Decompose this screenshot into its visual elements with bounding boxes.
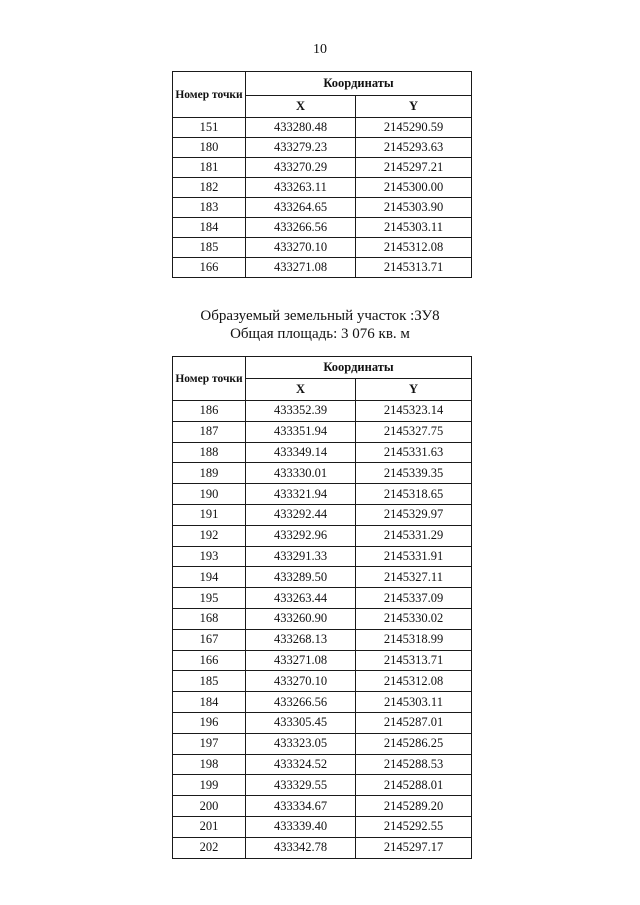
point-number-cell: 182 [173, 178, 246, 198]
table-row [173, 546, 472, 567]
plot-title [0, 307, 640, 343]
table-2-body [173, 401, 472, 859]
y-coordinate-cell: 2145288.01 [356, 775, 472, 796]
table-row [173, 650, 472, 671]
x-coordinate-cell: 433280.48 [246, 118, 356, 138]
y-coordinate-cell: 2145312.08 [356, 671, 472, 692]
plot-title-name: Образуемый земельный участок :ЗУ8 [200, 308, 440, 324]
y-coordinate-cell: 2145330.02 [356, 608, 472, 629]
x-coordinate-cell: 433263.11 [246, 178, 356, 198]
plot-title-area: Общая площадь: 3 076 кв. м [230, 326, 410, 342]
x-coordinate-cell: 433351.94 [246, 421, 356, 442]
x-coordinate-cell: 433305.45 [246, 712, 356, 733]
point-number-cell: 190 [173, 484, 246, 505]
header-x: X [246, 96, 356, 118]
table-row [173, 567, 472, 588]
y-coordinate-cell: 2145339.35 [356, 463, 472, 484]
x-coordinate-cell: 433270.10 [246, 671, 356, 692]
point-number-cell: 168 [173, 608, 246, 629]
header-coordinates: Координаты [246, 357, 472, 379]
table-row [173, 178, 472, 198]
header-y: Y [356, 379, 472, 401]
table-row [173, 816, 472, 837]
point-number-cell: 166 [173, 650, 246, 671]
table-row [173, 733, 472, 754]
point-number-cell: 188 [173, 442, 246, 463]
header-x: X [246, 379, 356, 401]
y-coordinate-cell: 2145297.21 [356, 158, 472, 178]
y-coordinate-cell: 2145303.11 [356, 218, 472, 238]
y-coordinate-cell: 2145303.11 [356, 692, 472, 713]
point-number-cell: 198 [173, 754, 246, 775]
point-number-cell: 196 [173, 712, 246, 733]
x-coordinate-cell: 433321.94 [246, 484, 356, 505]
coordinates-table-1 [172, 71, 472, 278]
point-number-cell: 189 [173, 463, 246, 484]
y-coordinate-cell: 2145331.91 [356, 546, 472, 567]
table-row [173, 484, 472, 505]
y-coordinate-cell: 2145313.71 [356, 650, 472, 671]
point-number-cell: 202 [173, 837, 246, 858]
table-row [173, 629, 472, 650]
y-coordinate-cell: 2145318.65 [356, 484, 472, 505]
table-row [173, 712, 472, 733]
x-coordinate-cell: 433292.44 [246, 504, 356, 525]
table-row [173, 754, 472, 775]
table-row [173, 118, 472, 138]
point-number-cell: 180 [173, 138, 246, 158]
x-coordinate-cell: 433270.29 [246, 158, 356, 178]
point-number-cell: 199 [173, 775, 246, 796]
point-number-cell: 192 [173, 525, 246, 546]
table-row [173, 218, 472, 238]
table-row [173, 837, 472, 858]
y-coordinate-cell: 2145327.11 [356, 567, 472, 588]
x-coordinate-cell: 433289.50 [246, 567, 356, 588]
table-row [173, 463, 472, 484]
point-number-cell: 184 [173, 692, 246, 713]
y-coordinate-cell: 2145323.14 [356, 401, 472, 422]
table-row [173, 238, 472, 258]
y-coordinate-cell: 2145293.63 [356, 138, 472, 158]
y-coordinate-cell: 2145337.09 [356, 588, 472, 609]
y-coordinate-cell: 2145287.01 [356, 712, 472, 733]
table-row [173, 775, 472, 796]
x-coordinate-cell: 433339.40 [246, 816, 356, 837]
x-coordinate-cell: 433266.56 [246, 218, 356, 238]
point-number-cell: 185 [173, 238, 246, 258]
x-coordinate-cell: 433279.23 [246, 138, 356, 158]
table-row [173, 608, 472, 629]
table-1-body [173, 118, 472, 278]
table-row [173, 671, 472, 692]
table-row [173, 138, 472, 158]
x-coordinate-cell: 433330.01 [246, 463, 356, 484]
table-row [173, 504, 472, 525]
header-coordinates: Координаты [246, 72, 472, 96]
y-coordinate-cell: 2145297.17 [356, 837, 472, 858]
table-row [173, 158, 472, 178]
x-coordinate-cell: 433263.44 [246, 588, 356, 609]
point-number-cell: 186 [173, 401, 246, 422]
x-coordinate-cell: 433260.90 [246, 608, 356, 629]
point-number-cell: 195 [173, 588, 246, 609]
y-coordinate-cell: 2145300.00 [356, 178, 472, 198]
coordinates-table-2 [172, 356, 472, 859]
table-row [173, 421, 472, 442]
y-coordinate-cell: 2145288.53 [356, 754, 472, 775]
y-coordinate-cell: 2145318.99 [356, 629, 472, 650]
y-coordinate-cell: 2145312.08 [356, 238, 472, 258]
point-number-cell: 185 [173, 671, 246, 692]
point-number-cell: 181 [173, 158, 246, 178]
header-point-number: Номер точки [173, 357, 246, 401]
point-number-cell: 187 [173, 421, 246, 442]
y-coordinate-cell: 2145289.20 [356, 796, 472, 817]
point-number-cell: 191 [173, 504, 246, 525]
table-row [173, 525, 472, 546]
y-coordinate-cell: 2145292.55 [356, 816, 472, 837]
y-coordinate-cell: 2145331.63 [356, 442, 472, 463]
header-point-number: Номер точки [173, 72, 246, 118]
point-number-cell: 166 [173, 258, 246, 278]
table-row [173, 401, 472, 422]
table-row [173, 198, 472, 218]
x-coordinate-cell: 433352.39 [246, 401, 356, 422]
point-number-cell: 184 [173, 218, 246, 238]
x-coordinate-cell: 433334.67 [246, 796, 356, 817]
x-coordinate-cell: 433291.33 [246, 546, 356, 567]
page-number: 10 [313, 42, 327, 57]
table-row [173, 442, 472, 463]
y-coordinate-cell: 2145329.97 [356, 504, 472, 525]
x-coordinate-cell: 433264.65 [246, 198, 356, 218]
x-coordinate-cell: 433271.08 [246, 650, 356, 671]
point-number-cell: 201 [173, 816, 246, 837]
y-coordinate-cell: 2145286.25 [356, 733, 472, 754]
y-coordinate-cell: 2145303.90 [356, 198, 472, 218]
point-number-cell: 193 [173, 546, 246, 567]
table-row [173, 796, 472, 817]
table-row [173, 258, 472, 278]
y-coordinate-cell: 2145313.71 [356, 258, 472, 278]
point-number-cell: 151 [173, 118, 246, 138]
x-coordinate-cell: 433329.55 [246, 775, 356, 796]
x-coordinate-cell: 433271.08 [246, 258, 356, 278]
point-number-cell: 197 [173, 733, 246, 754]
x-coordinate-cell: 433349.14 [246, 442, 356, 463]
point-number-cell: 167 [173, 629, 246, 650]
y-coordinate-cell: 2145327.75 [356, 421, 472, 442]
table-row [173, 692, 472, 713]
x-coordinate-cell: 433324.52 [246, 754, 356, 775]
table-row [173, 588, 472, 609]
x-coordinate-cell: 433292.96 [246, 525, 356, 546]
y-coordinate-cell: 2145290.59 [356, 118, 472, 138]
x-coordinate-cell: 433323.05 [246, 733, 356, 754]
x-coordinate-cell: 433268.13 [246, 629, 356, 650]
point-number-cell: 183 [173, 198, 246, 218]
x-coordinate-cell: 433342.78 [246, 837, 356, 858]
header-y: Y [356, 96, 472, 118]
y-coordinate-cell: 2145331.29 [356, 525, 472, 546]
x-coordinate-cell: 433270.10 [246, 238, 356, 258]
point-number-cell: 200 [173, 796, 246, 817]
point-number-cell: 194 [173, 567, 246, 588]
x-coordinate-cell: 433266.56 [246, 692, 356, 713]
